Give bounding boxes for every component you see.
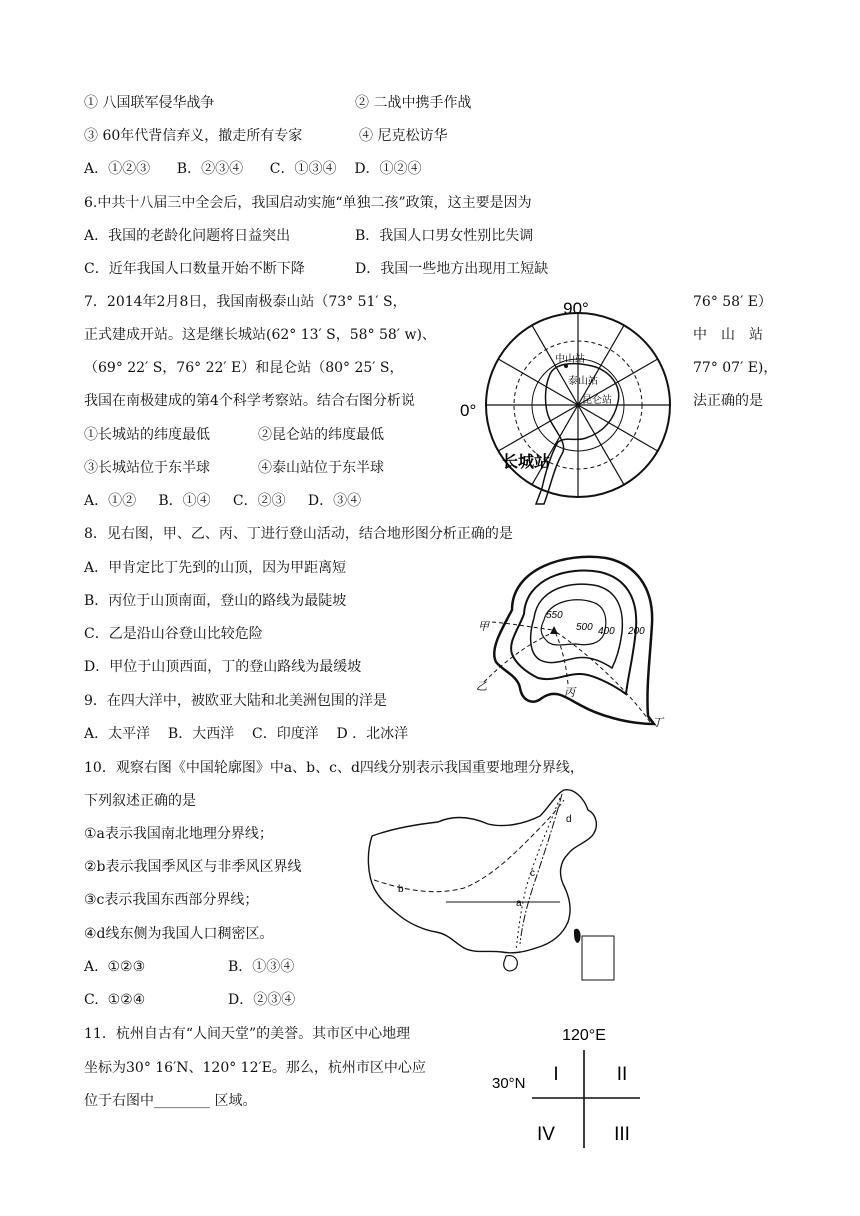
taiwan-island [574, 929, 581, 943]
china-outline-map [364, 784, 620, 984]
q10-choice-b: B．①③④ [228, 959, 295, 975]
label-c: c [530, 868, 535, 879]
q9-choices: A．太平洋 B．大西洋 C．印度洋 D ．北冰洋 [84, 726, 409, 742]
south-sea-inset [582, 936, 614, 980]
label-a: a [516, 898, 522, 909]
q8-choice-c: C．乙是沿山谷登山比较危险 [84, 626, 263, 642]
q6-choice-a: A．我国的老龄化问题将日益突出 [84, 228, 291, 244]
q10-stem-2: 下列叙述正确的是 [84, 793, 196, 809]
q7-option-3: ③长城站位于东半球 [84, 460, 210, 476]
label-jia: 甲 [478, 621, 489, 633]
label-yi: 乙 [476, 681, 487, 693]
q8-choice-a: A．甲肯定比丁先到的山顶，因为甲距离短 [84, 560, 347, 576]
q11-line-1: 11．杭州自古有“人间天堂”的美誉。其市区中心地理 [84, 1026, 411, 1042]
q10-option-3: ③c表示我国东西部分界线； [84, 892, 259, 908]
q7-line-3a: （69° 22′ S，76° 22′ E）和昆仑站（80° 25′ S， [84, 360, 404, 376]
q7-line-2b: 中 山 站 [693, 327, 763, 343]
contour-label-500: 500 [576, 622, 593, 633]
contour-label-400: 400 [598, 626, 615, 637]
q10-option-4: ④d线东侧为我国人口稠密区。 [84, 926, 274, 942]
q9-stem: 9．在四大洋中，被欧亚大陆和北美洲包围的洋是 [84, 693, 387, 709]
label-bing: 丙 [564, 687, 575, 699]
fig-zhongshan-label: 中山站 [555, 354, 585, 365]
q8-stem: 8．见右图，甲、乙、丙、丁进行登山活动，结合地形图分析正确的是 [84, 526, 513, 542]
q7-line-2a: 正式建成开站。这是继长城站(62° 13′ S，58° 58′ w)、 [84, 327, 436, 343]
q10-choice-a: A. ①②③ [84, 959, 146, 975]
q6-choice-c: C．近年我国人口数量开始不断下降 [84, 261, 305, 277]
lat-lon-quadrant-figure [490, 1022, 660, 1152]
q5-option-3: ③ 60年代背信弃义，撤走所有专家 [84, 128, 303, 144]
q10-stem-1: 10．观察右图《中国轮廓图》中a、b、c、d四线分别表示我国重要地理分界线， [84, 760, 584, 776]
q11-line-3: 位于右图中________ 区域。 [84, 1093, 257, 1109]
q7-line-1b: 76° 58′ E） [693, 294, 772, 310]
q5-option-2: ② 二战中携手作战 [355, 95, 472, 111]
q7-option-2: ②昆仑站的纬度最低 [258, 427, 384, 443]
contour-map-figure [476, 548, 672, 732]
q7-option-4: ④泰山站位于东半球 [258, 460, 384, 476]
quadrant-3: III [614, 1124, 630, 1145]
q10-choice-d: D．②③④ [228, 992, 296, 1008]
q5-option-1: ① 八国联军侵华战争 [84, 95, 215, 111]
q6-stem: 6.中共十八届三中全会后，我国启动实施“单独二孩”政策，这主要是因为 [84, 195, 532, 211]
label-d: d [566, 814, 572, 825]
quadrant-2: II [616, 1064, 628, 1085]
quadrant-4: IV [537, 1124, 555, 1145]
contour-label-550: 550 [546, 610, 563, 621]
lon-label-120e: 120°E [562, 1027, 606, 1044]
q7-line-3b: 77° 07′ E)， [693, 360, 778, 376]
q6-choice-b: B．我国人口男女性别比失调 [355, 228, 534, 244]
q6-choice-d: D．我国一些地方出现用工短缺 [355, 261, 549, 277]
q8-choice-b: B．丙位于山顶南面，登山的路线为最陡坡 [84, 593, 347, 609]
q10-option-1: ①a表示我国南北地理分界线； [84, 826, 273, 842]
q7-line-4a: 我国在南极建成的第4个科学考察站。结合右图分析说 [84, 393, 415, 409]
hainan-island [504, 956, 518, 971]
q7-choices: A．①② B．①④ C．②③ D．③④ [84, 493, 362, 509]
china-border [368, 790, 596, 953]
label-b: b [398, 884, 404, 895]
fig-label-0: 0° [460, 401, 477, 420]
line-c [516, 798, 560, 950]
contour-line-500 [541, 600, 606, 645]
fig-changcheng-label: 长城站 [502, 454, 551, 471]
fig-label-90: 90° [563, 299, 589, 318]
q7-option-1: ①长城站的纬度最低 [84, 427, 210, 443]
q7-line-4b: 法正确的是 [693, 393, 763, 409]
q10-option-2: ②b表示我国季风区与非季风区界线 [84, 859, 302, 875]
q8-choice-d: D．甲位于山顶西面，丁的登山路线为最缓坡 [84, 659, 362, 675]
label-ding: 丁 [652, 717, 663, 729]
fig-kunlun-label: 昆仑站 [582, 395, 612, 406]
line-d [520, 794, 562, 944]
q11-line-2: 坐标为30° 16′N、120° 12′E。那么，杭州市区中心应 [84, 1060, 426, 1076]
fig-taishan-label: 泰山站 [568, 376, 598, 387]
q10-choice-c: C. ①②④ [84, 992, 146, 1008]
contour-label-200: 200 [628, 626, 645, 637]
antarctica-polar-figure [458, 292, 690, 510]
q7-line-1a: 7．2014年2月8日，我国南极泰山站（73° 51′ S， [84, 294, 407, 310]
lat-label-30n: 30°N [492, 1075, 526, 1092]
q5-option-4: ④ 尼克松访华 [359, 128, 448, 144]
q5-choices: A．①②③ B．②③④ C．①③④ D．①②④ [84, 161, 422, 177]
contour-line-300 [511, 571, 636, 694]
quadrant-1: I [553, 1064, 559, 1085]
